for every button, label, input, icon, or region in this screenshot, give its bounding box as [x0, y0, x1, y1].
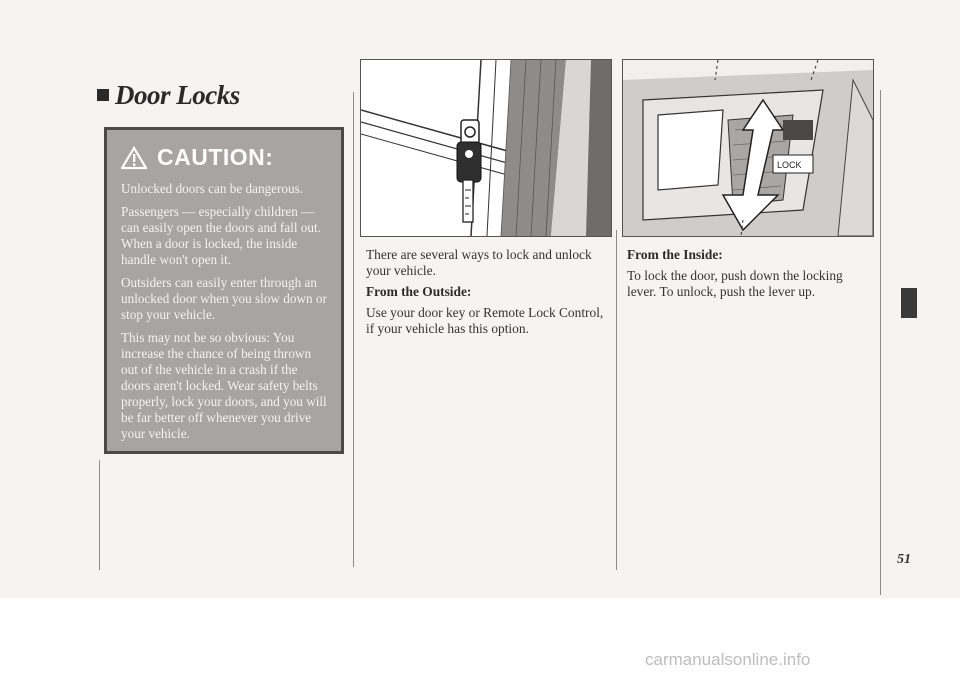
outside-subhead: From the Outside: — [366, 284, 472, 299]
lock-lever-label: LOCK — [777, 160, 802, 170]
title-bullet — [97, 89, 109, 101]
outside-paragraph: Use your door key or Remote Lock Control, if your vehicle has this option. — [366, 305, 604, 336]
left-margin-rule — [99, 460, 100, 570]
caution-title: CAUTION: — [157, 144, 274, 170]
caution-box — [104, 127, 344, 454]
site-watermark: carmanualsonline.info — [645, 650, 811, 669]
caution-header — [121, 144, 327, 171]
margin-rule — [880, 90, 881, 595]
column-rule-right — [616, 230, 617, 570]
column-rule-left — [353, 92, 354, 567]
caution-paragraph: This may not be so obvious: You increase the chance of being thrown out of the vehicle in a crash if the doors aren't locked. Wear safety belts properly, lock your doors, and you will be far better off whenever you drive your vehicle. — [121, 330, 327, 441]
intro-paragraph: There are several ways to lock and unlock your vehicle. — [366, 247, 592, 278]
page-number: 51 — [897, 552, 911, 567]
section-tab-marker — [901, 288, 917, 318]
section-title — [97, 80, 240, 111]
middle-column-text — [366, 247, 606, 342]
section-title-text: Door Locks — [115, 80, 240, 110]
inside-subhead: From the Inside: — [627, 247, 723, 262]
key-lock-illustration — [360, 59, 612, 237]
caution-paragraph: Outsiders can easily enter through an unlocked door when you slow down or stop your vehicle. — [121, 275, 327, 322]
inside-lock-illustration — [622, 59, 874, 237]
warning-triangle-icon — [121, 146, 147, 170]
caution-paragraph: Passengers — especially children — can easily open the doors and fall out. When a door is locked, the inside handle won't open it. — [121, 204, 321, 267]
inside-lock-lever-drawing — [623, 60, 873, 236]
inside-paragraph: To lock the door, push down the locking lever. To unlock, push the lever up. — [627, 268, 843, 299]
right-column-text — [627, 247, 865, 305]
caution-paragraph: Unlocked doors can be dangerous. — [121, 181, 304, 196]
door-key-drawing — [361, 60, 611, 236]
